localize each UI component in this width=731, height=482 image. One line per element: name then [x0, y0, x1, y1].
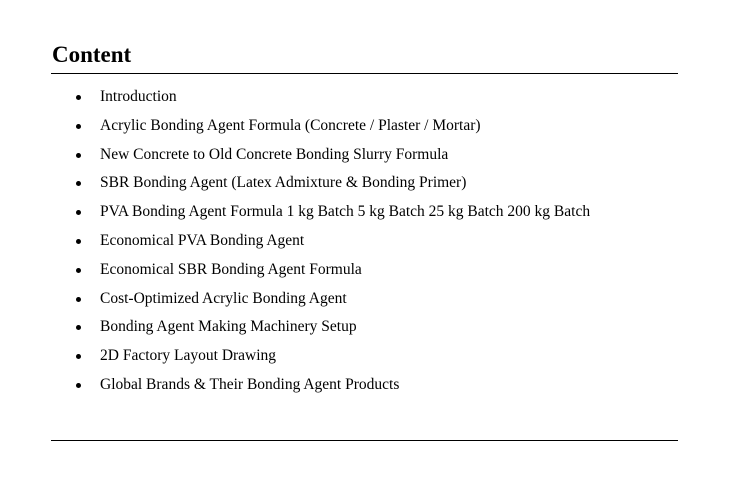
bullet-icon	[76, 153, 81, 158]
list-item-label: Economical PVA Bonding Agent	[100, 231, 305, 249]
list-item	[0, 198, 731, 227]
list-item-label: Cost-Optimized Acrylic Bonding Agent	[100, 289, 347, 307]
bullet-icon	[76, 383, 81, 388]
list-item-label: Economical SBR Bonding Agent Formula	[100, 260, 362, 278]
bullet-icon	[76, 297, 81, 302]
list-item-label: Introduction	[100, 88, 177, 105]
list-item	[0, 112, 731, 141]
list-item-label: Acrylic Bonding Agent Formula (Concrete / Plaster / Mortar)	[100, 116, 481, 134]
bullet-icon	[76, 268, 81, 273]
list-item	[0, 141, 731, 170]
list-item-label: Bonding Agent Making Machinery Setup	[100, 318, 357, 336]
list-item	[0, 256, 731, 285]
list-item-label: SBR Bonding Agent (Latex Admixture & Bonding Primer)	[100, 174, 467, 192]
bottom-divider	[51, 440, 678, 441]
list-item	[0, 342, 731, 371]
title-divider	[51, 73, 678, 74]
list-item	[0, 227, 731, 256]
list-item	[0, 83, 731, 112]
bullet-icon	[76, 239, 81, 244]
list-item-label: New Concrete to Old Concrete Bonding Slurry Formula	[100, 145, 449, 163]
contents-list	[0, 83, 731, 400]
bullet-icon	[76, 325, 81, 330]
list-item-label: Global Brands & Their Bonding Agent Products	[100, 375, 400, 393]
bullet-icon	[76, 354, 81, 359]
bullet-icon	[76, 124, 81, 129]
list-item	[0, 285, 731, 314]
list-item	[0, 169, 731, 198]
bullet-icon	[76, 181, 81, 186]
list-item-label: PVA Bonding Agent Formula 1 kg Batch 5 kg Batch 25 kg Batch 200 kg Batch	[100, 203, 591, 221]
bullet-icon	[76, 210, 81, 215]
list-item	[0, 313, 731, 342]
list-item-label: 2D Factory Layout Drawing	[100, 347, 277, 365]
section-title: Content	[52, 42, 132, 67]
list-item	[0, 371, 731, 400]
bullet-icon	[76, 95, 81, 100]
